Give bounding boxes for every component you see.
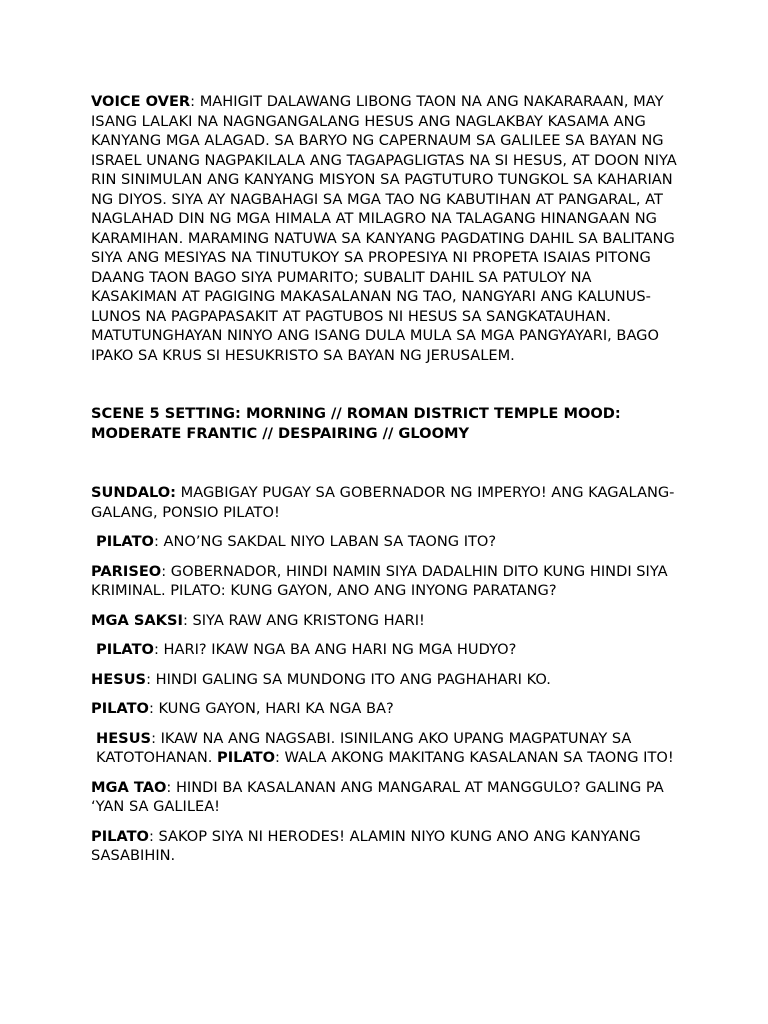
dialogue-line-pilato (91, 699, 681, 719)
dialogue-list (91, 483, 681, 866)
dialogue-text: : HINDI BA KASALANAN ANG MANGARAL AT MANGGULO? GALING PA ‘YAN SA GALILEA! (91, 778, 664, 815)
speaker-name: PILATO (91, 700, 149, 717)
dialogue-text: MAGBIGAY PUGAY SA GOBERNADOR NG IMPERYO! ANG KAGALANG-GALANG, PONSIO PILATO! (91, 484, 675, 521)
dialogue-line-hesus (91, 729, 681, 768)
dialogue-text: : GOBERNADOR, HINDI NAMIN SIYA DADALHIN DITO KUNG HINDI SIYA KRIMINAL. PILATO: KUNG GAYON, ANO ANG INYONG PARATANG? (91, 562, 668, 599)
dialogue-line-pilato (91, 640, 681, 660)
speaker-name: HESUS (96, 729, 152, 747)
speaker-name: PILATO (91, 827, 149, 845)
speaker-name: PILATO (96, 641, 154, 658)
speaker-name: SUNDALO: (91, 484, 177, 501)
script-page (91, 92, 681, 876)
dialogue-text: : IKAW NA ANG NAGSABI. ISINILANG AKO UPANG MAGPATUNAY SA KATOTOHANAN. (96, 729, 632, 766)
speaker-name: PARISEO (91, 562, 162, 580)
voice-over-speaker: VOICE OVER (91, 93, 191, 110)
dialogue-line-hesus (91, 670, 681, 690)
dialogue-text: : KUNG GAYON, HARI KA NGA BA? (148, 700, 394, 717)
voice-over-text: : MAHIGIT DALAWANG LIBONG TAON NA ANG NAKARARAAN, MAY ISANG LALAKI NA NAGNGANGALANG HESUS ANG NAGLAKBAY KASAMA ANG KANYANG MGA ALAGAD. SA BARYO NG CAPERNAUM SA GALILEE SA BAYAN NG ISRAEL UNANG NAGPAKILALA ANG TAGAPAGLIGTAS NA SI HESUS, AT DOON NIYA RIN SINIMULAN ANG KANYANG MISYON SA PAGTUTURO TUNGKOL SA KAHARIAN NG DIYOS. SIYA AY NAGBAHAGI SA MGA TAO NG KABUTIHAN AT PANGARAL, AT NAGLAHAD DIN NG MGA HIMALA AT MILAGRO NA TALAGANG HINANGAAN NG KARAMIHAN. MARAMING NATUWA SA KANYANG PAGDATING DAHIL SA BALITANG SIYA ANG MESIYAS NA TINUTUKOY SA PROPESIYA NI PROPETA ISAIAS PITONG DAANG TAON BAGO SIYA PUMARITO; SUBALIT DAHIL SA PATULOY NA KASAKIMAN AT PAGIGING MAKASALANAN NG TAO, NANGYARI ANG KALUNUS-LUNOS NA PAGPAPASAKIT AT PAGTUBOS NI HESUS SA SANGKATAUHAN. MATUTUNGHAYAN NINYO ANG ISANG DULA MULA SA MGA PANGYAYARI, BAGO IPAKO SA KRUS SI HESUKRISTO SA BAYAN NG JERUSALEM. (91, 93, 677, 364)
dialogue-text: : WALA AKONG MAKITANG KASALANAN SA TAONG ITO! (274, 749, 674, 766)
dialogue-line-pilato (91, 532, 681, 552)
dialogue-text: : SAKOP SIYA NI HERODES! ALAMIN NIYO KUNG ANO ANG KANYANG SASABIHIN. (91, 827, 641, 864)
dialogue-line-sundalo (91, 483, 681, 522)
dialogue-line-mga-saksi (91, 611, 681, 631)
dialogue-text: : SIYA RAW ANG KRISTONG HARI! (182, 611, 425, 629)
dialogue-text: : HINDI GALING SA MUNDONG ITO ANG PAGHAHARI KO. (146, 670, 551, 688)
dialogue-text: : HARI? IKAW NGA BA ANG HARI NG MGA HUDYO? (153, 641, 517, 658)
dialogue-line-mga-tao (91, 778, 681, 817)
dialogue-line-pariseo (91, 562, 681, 601)
speaker-name: PILATO (96, 533, 154, 550)
dialogue-line-pilato (91, 827, 681, 866)
voice-over-paragraph (91, 92, 681, 365)
scene-heading: SCENE 5 SETTING: MORNING // ROMAN DISTRICT TEMPLE MOOD: MODERATE FRANTIC // DESPAIRING // GLOOMY (91, 405, 621, 442)
speaker-name: MGA SAKSI (91, 611, 183, 629)
speaker-name: MGA TAO (91, 778, 167, 796)
speaker-name: PILATO (217, 749, 275, 766)
speaker-name: HESUS (91, 670, 147, 688)
dialogue-text: : ANO’NG SAKDAL NIYO LABAN SA TAONG ITO? (153, 533, 497, 550)
